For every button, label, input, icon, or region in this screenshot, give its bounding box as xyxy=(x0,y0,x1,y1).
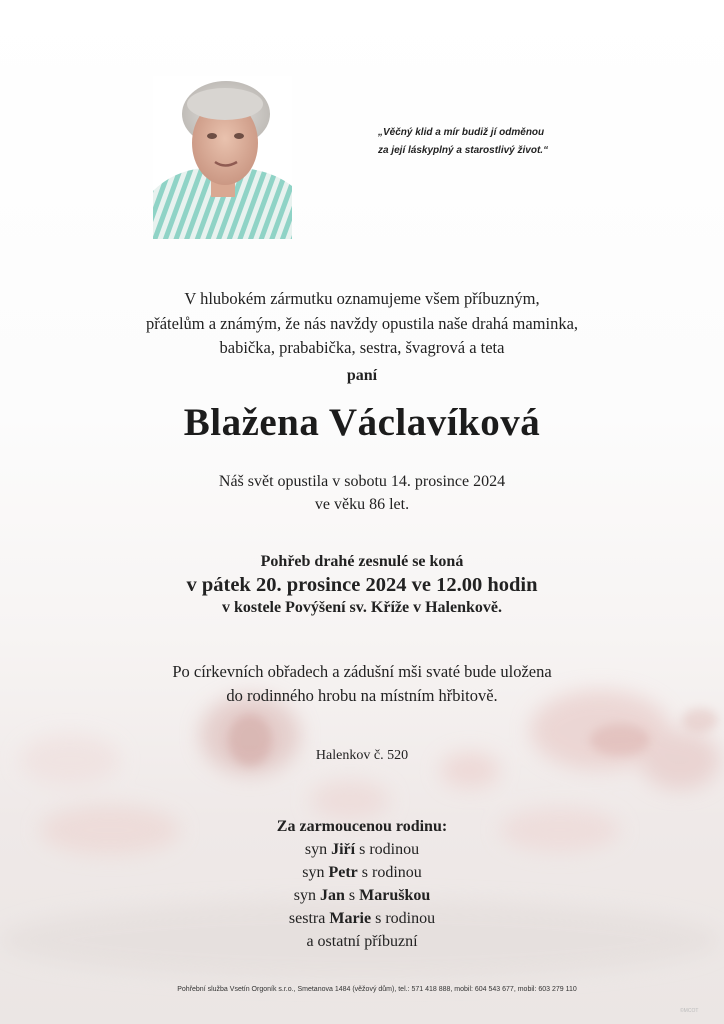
quote-line-1: „Věčný klid a mír budiž jí odměnou xyxy=(378,127,545,138)
funeral-info xyxy=(0,552,724,618)
funeral-service-footer: Pohřební služba Vsetín Orgoník s.r.o., Smetanova 1484 (věžový dům), tel.: 571 418 888, mobil: 604 543 677, mobil: 603 279 110 xyxy=(177,986,577,993)
burial-line-2: do rodinného hrobu na místním hřbitově. xyxy=(226,686,498,705)
mourners-heading: Za zarmoucenou rodinu: xyxy=(276,818,448,835)
title-word: paní xyxy=(346,367,378,384)
mourners-closing: a ostatní příbuzní xyxy=(306,933,418,950)
mourner-item: syn Jiří s rodinou xyxy=(304,841,420,858)
announcement-text xyxy=(0,287,724,361)
funeral-location: v kostele Povýšení sv. Kříže v Halenkově. xyxy=(222,599,502,616)
burial-line-1: Po církevních obřadech a zádušní mši svaté bude uložena xyxy=(172,662,552,681)
portrait-photo xyxy=(153,76,292,239)
funeral-date-time: v pátek 20. prosince 2024 ve 12.00 hodin xyxy=(186,574,538,596)
quote-line-2: za její láskyplný a starostlivý život.“ xyxy=(378,145,549,156)
family-address: Halenkov č. 520 xyxy=(315,748,409,763)
funeral-line-1: Pohřeb drahé zesnulé se koná xyxy=(260,553,464,570)
intro-line-2: přátelům a známým, že nás navždy opustila naše drahá maminka, xyxy=(145,313,579,333)
mourner-item: sestra Marie s rodinou xyxy=(288,910,436,927)
mourners-list xyxy=(0,815,724,953)
corner-mark: ©MCOT xyxy=(680,1008,699,1014)
mourner-item: syn Jan s Maruškou xyxy=(293,887,431,904)
death-line-1: Náš svět opustila v sobotu 14. prosince 2024 xyxy=(218,473,506,490)
deceased-name: Blažena Václavíková xyxy=(183,401,541,444)
intro-line-3: babička, prababička, sestra, švagrová a teta xyxy=(219,338,505,357)
burial-info xyxy=(0,660,724,708)
epitaph-quote xyxy=(378,124,598,160)
death-info xyxy=(0,470,724,516)
death-line-2: ve věku 86 let. xyxy=(314,496,410,513)
intro-line-1: V hlubokém zármutku oznamujeme všem příbuzným, xyxy=(184,289,540,308)
mourner-item: syn Petr s rodinou xyxy=(302,864,422,881)
